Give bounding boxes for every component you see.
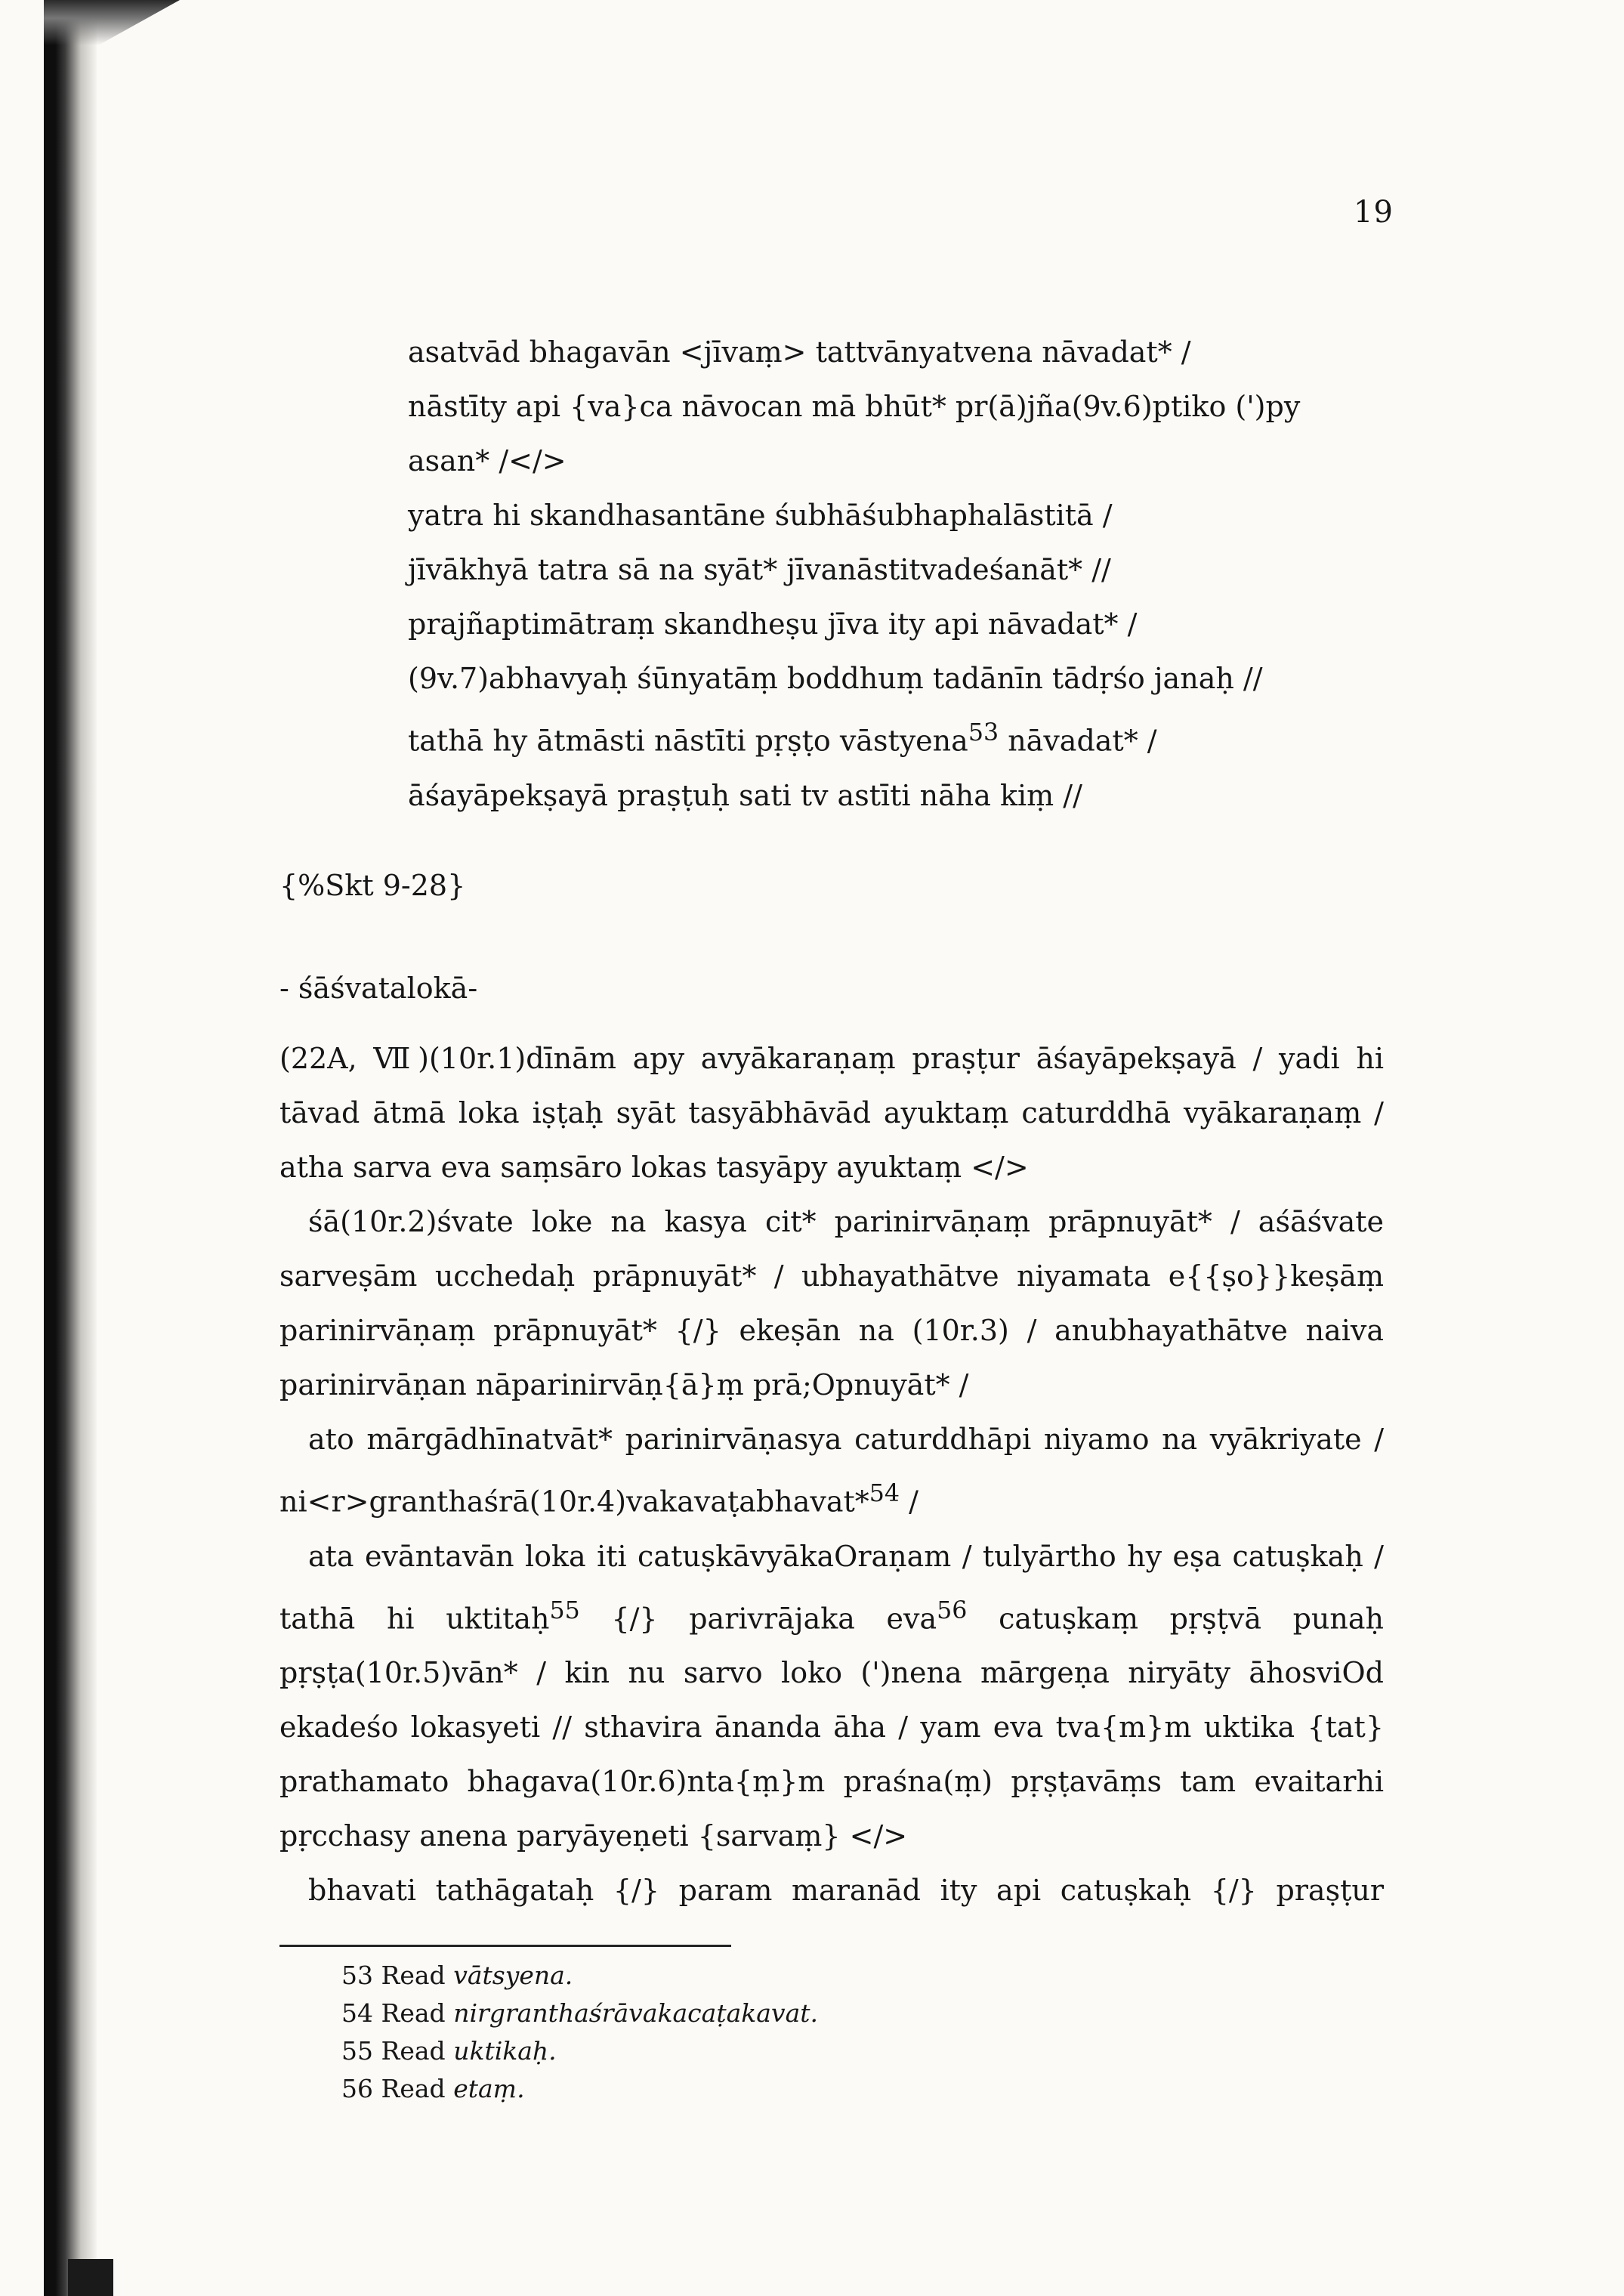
footnote-label: Read xyxy=(381,1961,446,1990)
verse-line: jīvākhyā tatra sā na syāt* jīvanāstitvadeśanāt* // xyxy=(408,553,1111,586)
footnote-marker: 53 xyxy=(968,719,999,746)
footnote xyxy=(341,2032,818,2070)
footnotes xyxy=(341,1957,818,2108)
verse-line: asatvād bhagavān <jīvaṃ> tattvānyatvena nāvadat* / xyxy=(408,335,1191,369)
binding-bottom-corner xyxy=(68,2259,113,2296)
verse-line: āśayāpekṣayā praṣṭuḥ sati tv astīti nāha kiṃ // xyxy=(408,778,1082,812)
footnote-divider xyxy=(279,1945,731,1947)
footnote-term: etaṃ. xyxy=(453,2074,525,2103)
footnote-term: nirgranthaśrāvakacaṭakavat. xyxy=(453,1998,818,2028)
footnote-label: Read xyxy=(381,2036,446,2066)
footnote-marker: 55 xyxy=(549,1596,580,1624)
prose-block xyxy=(279,1031,1384,1917)
prose-paragraph xyxy=(279,1412,1384,1529)
footnote-number: 56 xyxy=(341,2074,373,2103)
verse-line xyxy=(408,706,1465,768)
verse-line: asan* /</> xyxy=(408,444,567,477)
prose-paragraph: śā(10r.2)śvate loke na kasya cit* parinirvāṇaṃ prāpnuyāt* / aśāśvate sarveṣām ucchedaḥ prāpnuyāt* / ubhayathātve niyamata e{{ṣo}}keṣāṃ parinirvāṇaṃ prāpnuyāt* {/} ekeṣān na (10r.3) / anubhayathātve naiva parinirvāṇan nāparinirvāṇ{ā}ṃ prā;Opnuyāt* / xyxy=(279,1205,1384,1401)
footnote-number: 53 xyxy=(341,1961,373,1990)
book-binding-edge xyxy=(44,0,97,2296)
footnote-marker: 56 xyxy=(937,1596,968,1624)
verse-line: (9v.7)abhavyaḥ śūnyatāṃ boddhuṃ tadānīn tādṛśo janaḥ // xyxy=(408,662,1263,695)
footnote-term: uktikaḥ. xyxy=(453,2036,557,2066)
verse-line: prajñaptimātraṃ skandheṣu jīva ity api nāvadat* / xyxy=(408,607,1138,641)
verse-text: nāvadat* / xyxy=(999,724,1157,758)
prose-paragraph: bhavati tathāgataḥ {/} param maranād ity api catuṣkaḥ {/} praṣṭur xyxy=(308,1874,1384,1908)
footnote-term: vātsyena. xyxy=(453,1961,573,1990)
footnote-number: 55 xyxy=(341,2036,373,2066)
prose-text: ato mārgādhīnatvāt* parinirvāṇasya caturddhāpi niyamo na vyākriyate / ni<r>granthaśrā(10r.4)vakavaṭabhavat* xyxy=(279,1423,1384,1519)
footnote xyxy=(341,1957,818,1995)
prose-text: ata evāntavān loka iti catuṣkāvyākaOraṇam / tulyārtho hy eṣa catuṣkaḥ / tathā hi uktitaḥ xyxy=(279,1539,1384,1636)
verse-block xyxy=(408,325,1465,823)
binding-top-corner xyxy=(44,0,180,45)
prose-paragraph: (22A, Ⅶ)(10r.1)dīnām apy avyākaraṇaṃ praṣṭur āśayāpekṣayā / yadi hi tāvad ātmā loka iṣṭaḥ syāt tasyābhāvād ayuktaṃ caturddhā vyākaraṇaṃ / atha sarva eva saṃsāro lokas tasyāpy ayuktaṃ </> xyxy=(279,1042,1384,1184)
prose-text: {/} parivrājaka eva xyxy=(579,1602,937,1636)
section-heading: - śāśvatalokā- xyxy=(279,972,478,1005)
footnote-label: Read xyxy=(381,1998,446,2028)
prose-paragraph xyxy=(279,1529,1384,1864)
verse-text: tathā hy ātmāsti nāstīti pṛṣṭo vāstyena xyxy=(408,724,968,758)
footnote-number: 54 xyxy=(341,1998,373,2028)
footnote-marker: 54 xyxy=(869,1480,900,1507)
footnote xyxy=(341,1995,818,2032)
prose-text: catuṣkaṃ pṛṣṭvā punaḥ pṛṣṭa(10r.5)vān* / kin nu sarvo loko (')nena mārgeṇa niryāty āhosviOd ekadeśo lokasyeti // sthavira ānanda āha / yam eva tva{m}m uktika {tat} prathamato bhagava(10r.6)nta{ṃ}m praśna(ṃ) pṛṣṭavāṃs tam evaitarhi pṛcchasy anena paryāyeṇeti {sarvaṃ} </> xyxy=(279,1602,1384,1853)
section-reference: {%Skt 9-28} xyxy=(279,869,466,902)
footnote xyxy=(341,2070,818,2108)
verse-line: nāstīty api {va}ca nāvocan mā bhūt* pr(ā)jña(9v.6)ptiko (')py xyxy=(408,390,1301,423)
page-number: 19 xyxy=(1354,195,1394,230)
prose-text: / xyxy=(900,1485,919,1519)
verse-line: yatra hi skandhasantāne śubhāśubhaphalāstitā / xyxy=(408,499,1113,532)
footnote-label: Read xyxy=(381,2074,446,2103)
